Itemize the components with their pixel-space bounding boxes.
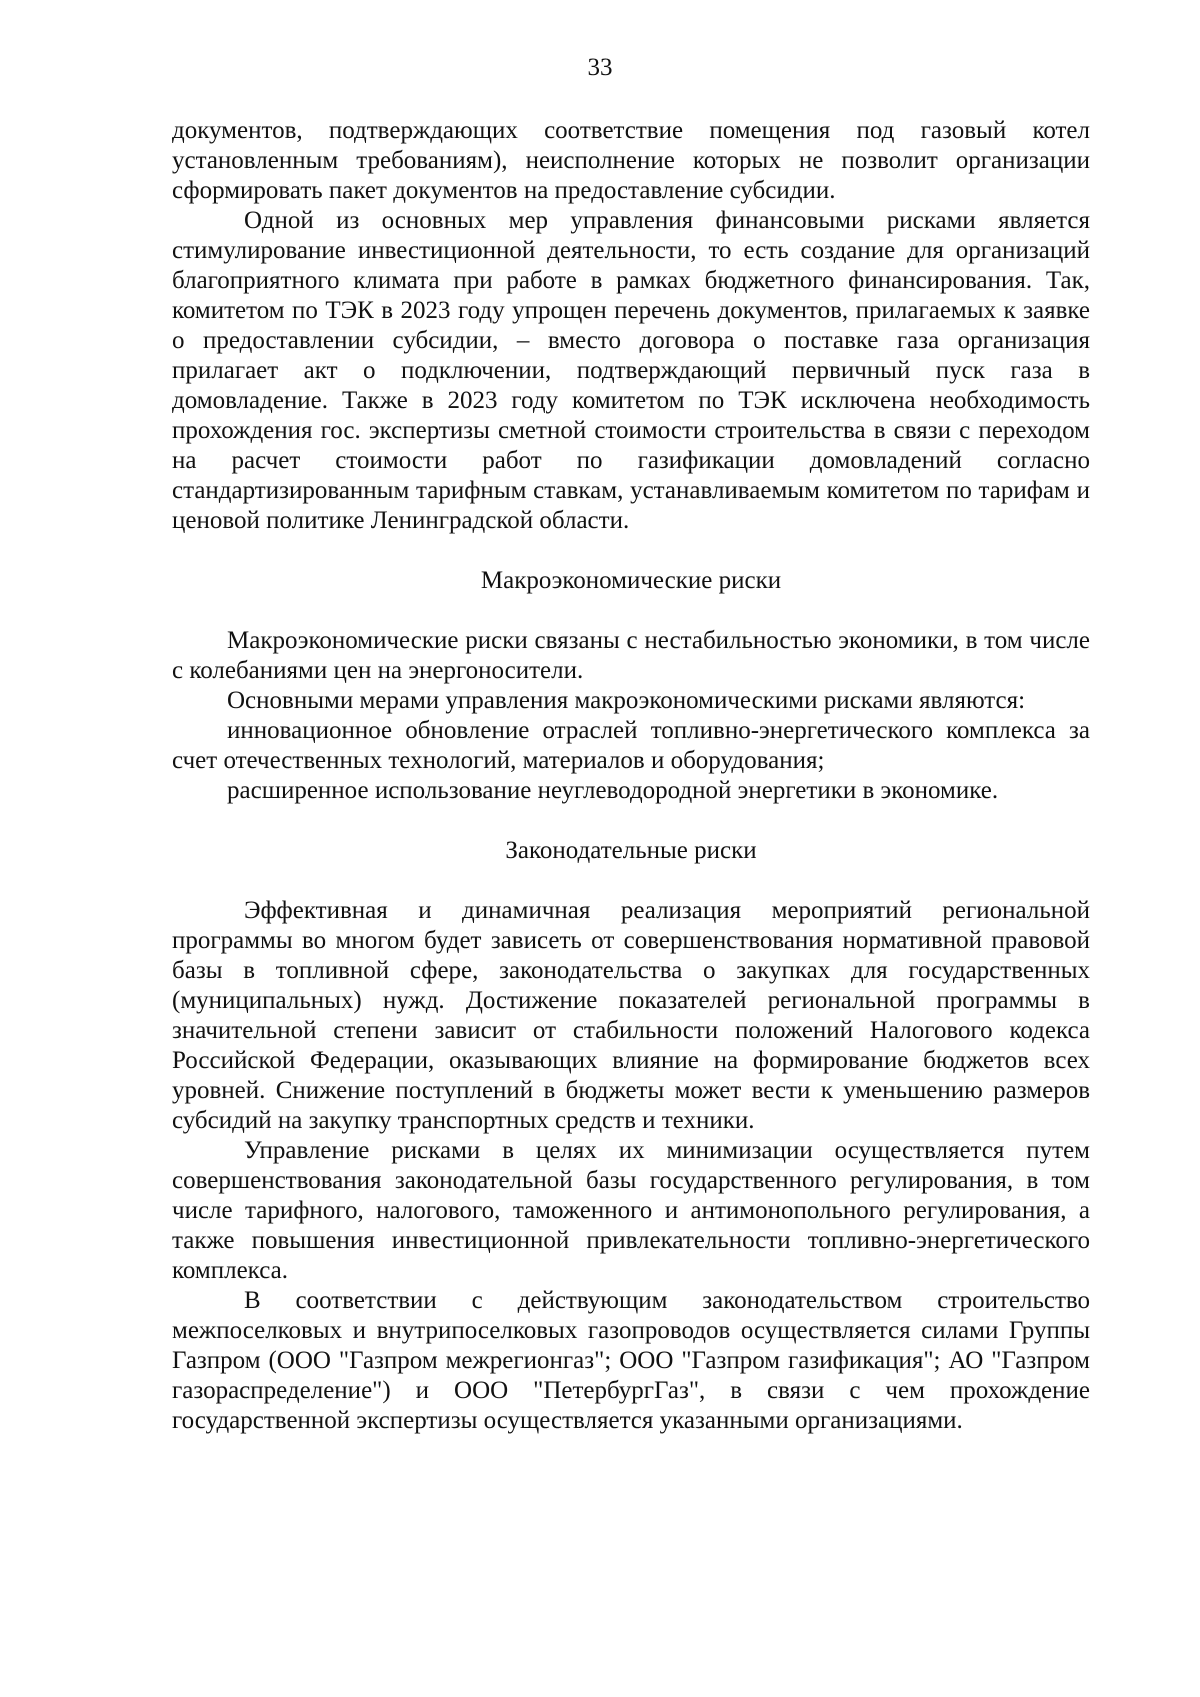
paragraph-financial-risk-measures: Одной из основных мер управления финансовыми рисками является стимулирование инвестиционной деятельности, то есть создание для организаций благоприятного климата при работе в рамках бюджетного финансирования. Так, комитетом по ТЭК в 2023 году упрощен перечень документов, прилагаемых к заявке о предоставлении субсидии, – вместо договора о поставке газа организация прилагает акт о подключении, подтверждающий первичный пуск газа в домовладение. Также в 2023 году комитетом по ТЭК исключена необходимость прохождения гос. экспертизы сметной стоимости строительства в связи с переходом на расчет стоимости работ по газификации домовладений согласно стандартизированным тарифным ставкам, устанавливаемым комитетом по тарифам и ценовой политике Ленинградской области.	[172, 207, 1090, 534]
paragraph-continuation: документов, подтверждающих соответствие помещения под газовый котел установленным требованиям), неисполнение которых не позволит организации сформировать пакет документов на предоставление субсидии.	[172, 117, 1090, 204]
paragraph-macro-measure-innovation: инновационное обновление отраслей топливно-энергетического комплекса за счет отечественных технологий, материалов и оборудования;	[172, 717, 1090, 774]
heading-legislative-risks: Законодательные риски	[505, 837, 757, 864]
document-body	[172, 116, 1090, 1436]
paragraph-legal-dependency: Эффективная и динамичная реализация мероприятий региональной программы во многом будет зависеть от совершенствования нормативной правовой базы в топливной сфере, законодательства о закупках для государственных (муниципальных) нужд. Достижение показателей региональной программы в значительной степени зависит от стабильности положений Налогового кодекса Российской Федерации, оказывающих влияние на формирование бюджетов всех уровней. Снижение поступлений в бюджеты может вести к уменьшению размеров субсидий на закупку транспортных средств и техники.	[172, 897, 1090, 1134]
page-number: 33	[587, 54, 613, 81]
paragraph-macro-definition: Макроэкономические риски связаны с нестабильностью экономики, в том числе с колебаниями цен на энергоносители.	[172, 627, 1090, 684]
paragraph-macro-measure-energy: расширенное использование неуглеводородной энергетики в экономике.	[227, 777, 999, 804]
paragraph-legal-gazprom: В соответствии с действующим законодательством строительство межпоселковых и внутрипоселковых газопроводов осуществляется силами Группы Газпром (ООО "Газпром межрегионгаз"; ООО "Газпром газификация"; АО "Газпром газораспределение") и ООО "ПетербургГаз", в связи с чем прохождение государственной экспертизы осуществляется указанными организациями.	[172, 1287, 1090, 1434]
paragraph-legal-management: Управление рисками в целях их минимизации осуществляется путем совершенствования законодательной базы государственного регулирования, в том числе тарифного, налогового, таможенного и антимонопольного регулирования, а также повышения инвестиционной привлекательности топливно-энергетического комплекса.	[172, 1137, 1090, 1284]
heading-macroeconomic-risks: Макроэкономические риски	[480, 567, 782, 594]
paragraph-macro-measures-intro: Основными мерами управления макроэкономическими рисками являются:	[227, 687, 1026, 714]
